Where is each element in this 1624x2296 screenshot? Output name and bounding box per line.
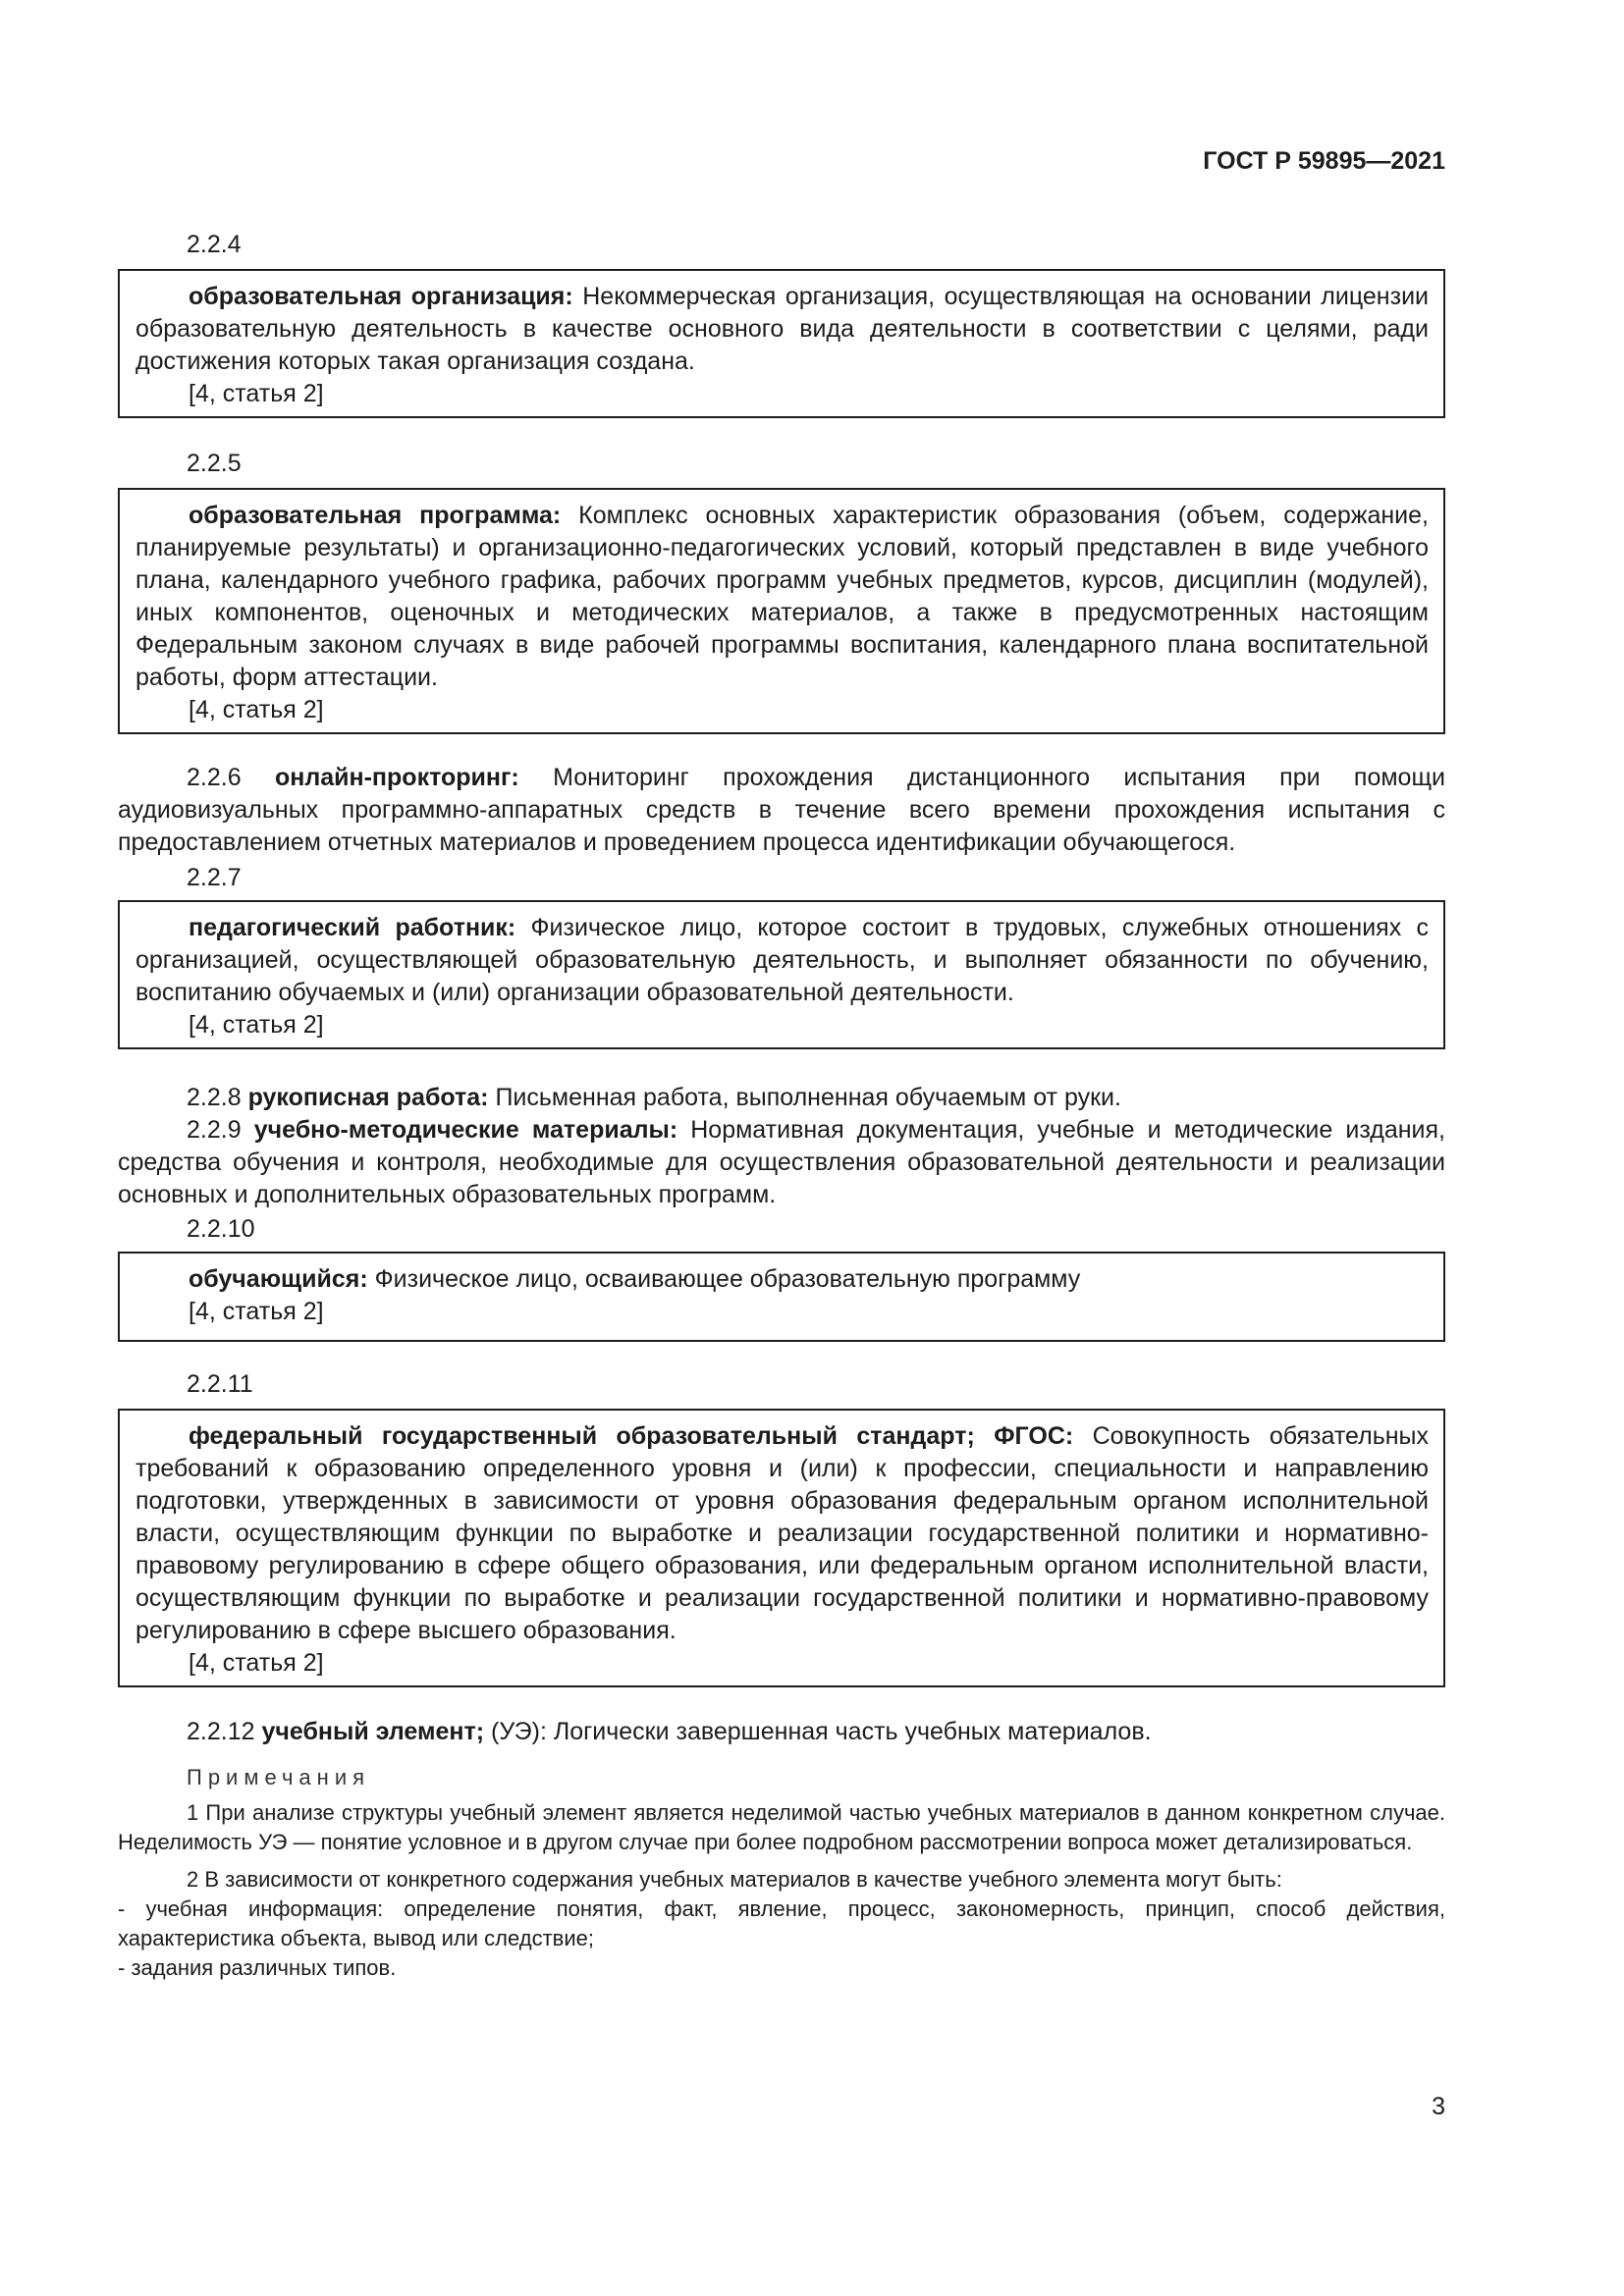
entry-number: 2.2.11 [187, 1370, 253, 1398]
entry-number: 2.2.8 [187, 1084, 242, 1111]
definition: Письменная работа, выполненная обучаемым от руки. [488, 1084, 1121, 1111]
source-reference: [4, статья 2] [189, 1298, 324, 1325]
definition: Нормативная документация, учебные и методические издания, средства обучения и контроля, необходимые для осуществления образовательной деятельности и реализации основных и дополнительных образовательных программ. [118, 1116, 1445, 1208]
source-reference: [4, статья 2] [189, 1011, 324, 1039]
definition: Некоммерческая организация, осуществляющая на основании лицензии образовательную деятельность в качестве основного вида деятельности в соответствии с целями, ради достижения которых такая организация создана. [135, 283, 1429, 375]
entry-2-2-7 [118, 862, 1445, 1049]
source-reference: [4, статья 2] [189, 696, 324, 723]
entry-number: 2.2.7 [187, 864, 242, 891]
notes-heading: Примечания [187, 1765, 371, 1789]
definition-text [135, 912, 1429, 1009]
note-2: 2 В зависимости от конкретного содержания учебных материалов в качестве учебного элемента могут быть: [187, 1867, 1282, 1892]
definition-text [135, 281, 1429, 378]
definition: (УЭ): Логически завершенная часть учебных материалов. [484, 1718, 1152, 1745]
definition-text [135, 500, 1429, 694]
definition-box [118, 488, 1445, 734]
entry-number: 2.2.4 [187, 231, 242, 258]
entry-number: 2.2.9 [187, 1116, 242, 1144]
note-2-bullet-2: - задания различных типов. [118, 1955, 397, 1980]
definition-text [135, 1420, 1429, 1647]
term: онлайн-прокторинг: [274, 764, 519, 791]
entry-number: 2.2.5 [187, 450, 242, 477]
entry-number: 2.2.12 [187, 1718, 255, 1745]
definition: Физическое лицо, которое состоит в трудовых, служебных отношениях с организацией, осуществляющей образовательную деятельность, и выполняет обязанности по обучению, воспитанию обучаемых и (или) организации образовательной деятельности. [135, 914, 1429, 1006]
definition-box [118, 269, 1445, 418]
definition-paragraph [118, 1716, 1445, 1748]
entry-2-2-11 [118, 1368, 1445, 1687]
term: учебный элемент; [261, 1718, 485, 1745]
note-1: 1 При анализе структуры учебный элемент является неделимой частью учебных материалов в данном конкретном случае. Неделимость УЭ — понятие условное и в другом случае при более подробном рассмотрении вопроса может детализироваться. [118, 1800, 1445, 1854]
definition: Совокупность обязательных требований к образованию определенного уровня и (или) к профессии, специальности и направлению подготовки, утвержденных в зависимости от уровня образования федеральным органом исполнительной власти, осуществляющим функции по выработке и реализации государственной политики и нормативно-правовому регулированию в сфере общего образования, или федеральным органом исполнительной власти, осуществляющим функции по выработке и реализации государственной политики и нормативно-правовому регулированию в сфере высшего образования. [135, 1422, 1429, 1644]
entry-2-2-10 [118, 1213, 1445, 1342]
definition: Комплекс основных характеристик образования (объем, содержание, планируемые результаты) и организационно-педагогических условий, который представлен в виде учебного плана, календарного учебного графика, рабочих программ учебных предметов, курсов, дисциплин (модулей), иных компонентов, оценочных и методических материалов, а также в предусмотренных настоящим Федеральным законом случаях в виде рабочей программы воспитания, календарного плана воспитательной работы, форм аттестации. [135, 502, 1429, 691]
standard-designation: ГОСТ Р 59895—2021 [1203, 147, 1445, 175]
note-2-bullet-1: - учебная информация: определение понятия, факт, явление, процесс, закономерность, принцип, способ действия, характеристика объекта, вывод или следствие; [118, 1896, 1445, 1950]
term: образовательная организация: [189, 283, 573, 310]
entry-number: 2.2.10 [187, 1215, 255, 1243]
definition-box [118, 1252, 1445, 1342]
entry-2-2-6 [118, 762, 1445, 859]
definition-paragraph [118, 1082, 1445, 1114]
notes-section [118, 1763, 1445, 1983]
entry-2-2-5 [118, 448, 1445, 734]
term: учебно-методические материалы: [253, 1116, 678, 1144]
entries-2-2-8-2-2-9 [118, 1082, 1445, 1211]
definition: Физическое лицо, осваивающее образовательную программу [367, 1265, 1081, 1293]
entry-number: 2.2.6 [187, 764, 242, 791]
definition-text [135, 1263, 1429, 1296]
source-reference: [4, статья 2] [189, 380, 324, 407]
term: федеральный государственный образовательный стандарт; ФГОС: [189, 1422, 1074, 1450]
term: образовательная программа: [189, 502, 562, 529]
definition-box [118, 900, 1445, 1049]
term: рукописная работа: [247, 1084, 489, 1111]
definition: Мониторинг прохождения дистанционного испытания при помощи аудиовизуальных программно-аппаратных средств в течение всего времени прохождения испытания с предоставлением отчетных материалов и проведением процесса идентификации обучающегося. [118, 764, 1445, 856]
source-reference: [4, статья 2] [189, 1649, 324, 1677]
definition-paragraph [118, 762, 1445, 859]
page-number: 3 [1432, 2093, 1445, 2120]
entry-2-2-12 [118, 1716, 1445, 1748]
definition-paragraph [118, 1114, 1445, 1211]
definition-box [118, 1409, 1445, 1687]
entry-2-2-4 [118, 229, 1445, 418]
term: обучающийся: [189, 1265, 368, 1293]
term: педагогический работник: [189, 914, 516, 941]
